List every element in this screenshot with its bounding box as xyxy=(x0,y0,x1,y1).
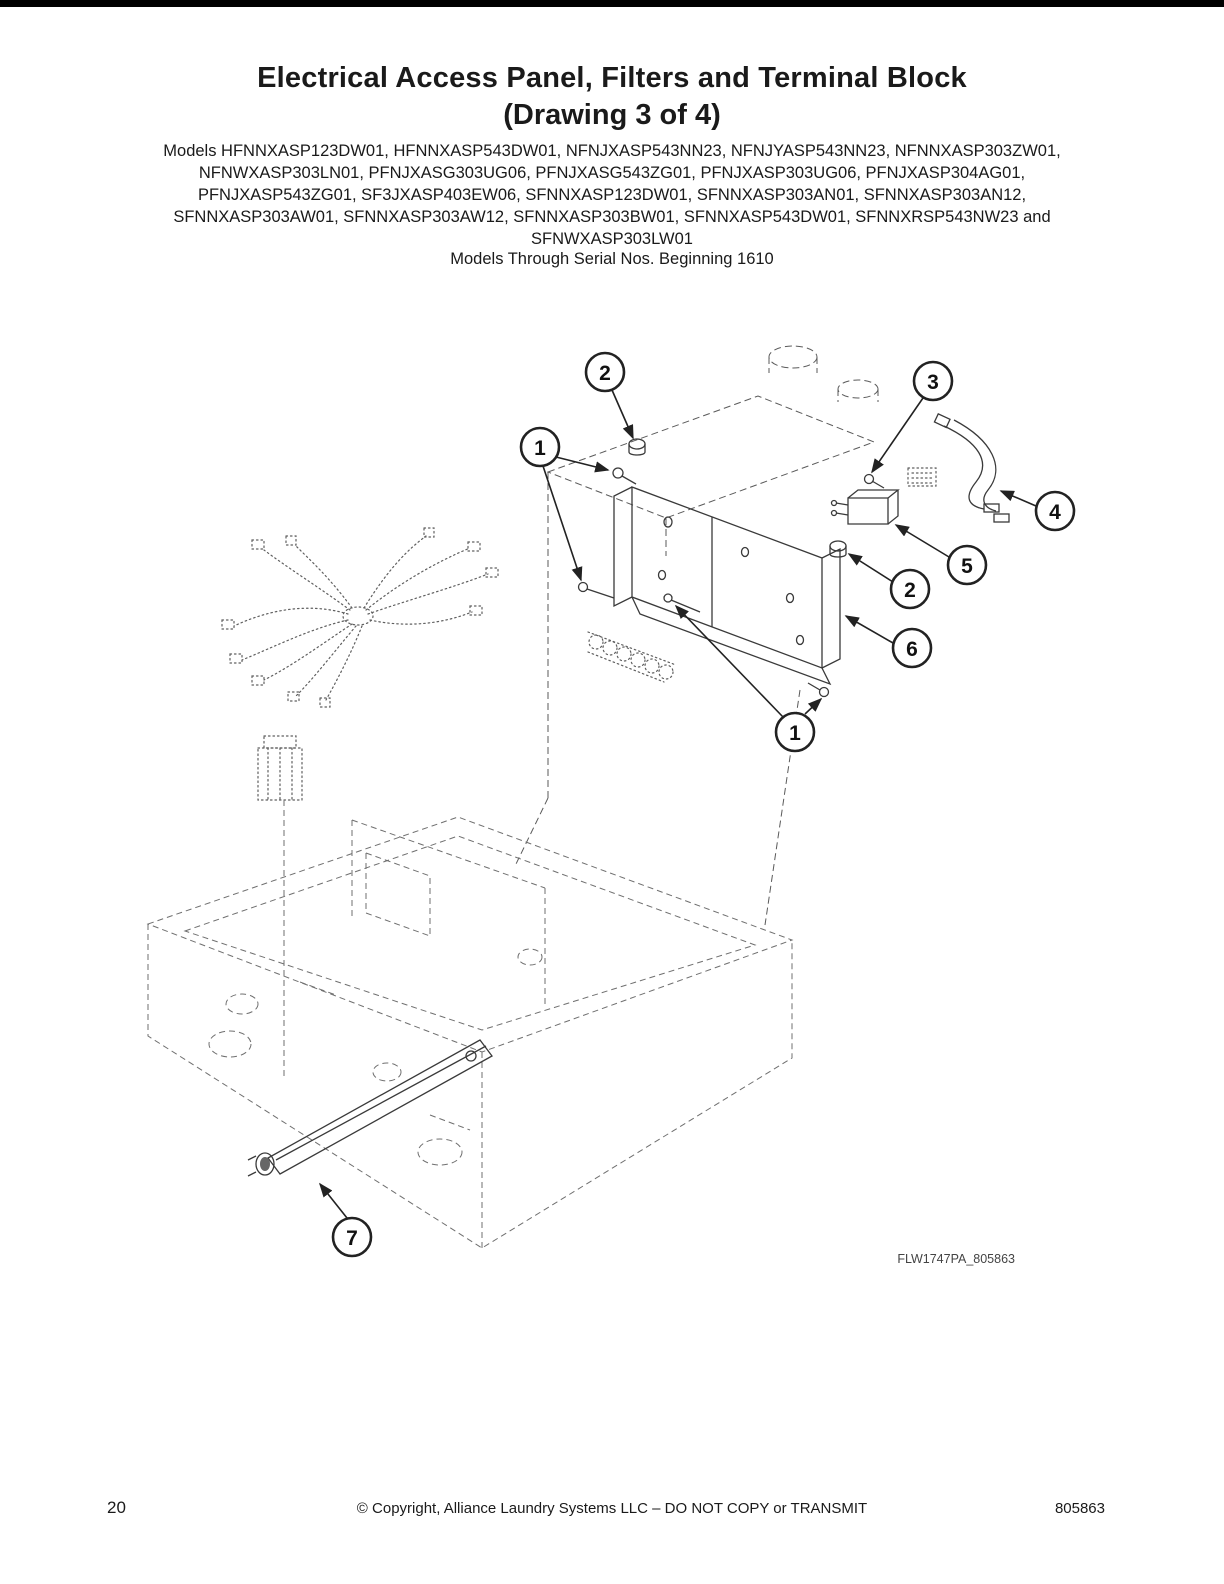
svg-text:2: 2 xyxy=(904,579,916,602)
ground-bar xyxy=(248,1040,492,1176)
model-list-line: SFNWXASP303LW01 xyxy=(530,230,693,248)
copyright-line: © Copyright, Alliance Laundry Systems LLC – DO NOT COPY or TRANSMIT xyxy=(356,1500,868,1517)
svg-text:3: 3 xyxy=(927,371,939,394)
svg-text:7: 7 xyxy=(346,1227,358,1250)
model-list-line: NFNWXASP303LN01, PFNJXASG303UG06, PFNJXASG543ZG01, PFNJXASP303UG06, PFNJXASP304AG01, xyxy=(198,164,1026,182)
page-number: 20 xyxy=(107,1498,126,1517)
figure-id-label: FLW1747PA_805863 xyxy=(897,1252,1015,1266)
model-list-line: SFNNXASP303AW01, SFNNXASP303AW12, SFNNXASP303BW01, SFNNXASP543DW01, SFNNXRSP543NW23 and xyxy=(173,208,1051,226)
callout-2-right xyxy=(891,570,929,608)
svg-text:5: 5 xyxy=(961,555,973,578)
page-subtitle: (Drawing 3 of 4) xyxy=(503,99,721,131)
document-number: 805863 xyxy=(1054,1500,1105,1517)
model-list-line: PFNJXASP543ZG01, SF3JXASP403EW06, SFNNXASP123DW01, SFNNXASP303AN01, SFNNXASP303AN12, xyxy=(197,186,1027,204)
contactor xyxy=(258,736,302,800)
svg-text:2: 2 xyxy=(599,362,611,385)
callout-1-left xyxy=(521,428,559,466)
model-list-line: Models HFNNXASP123DW01, HFNNXASP543DW01, NFNJXASP543NN23, NFNJYASP543NN23, NFNNXASP303ZW01, xyxy=(163,142,1061,160)
wire-harness xyxy=(222,528,498,707)
callout-3 xyxy=(914,362,952,400)
callout-2-top xyxy=(586,353,624,391)
terminal-block xyxy=(588,632,676,682)
svg-text:1: 1 xyxy=(789,722,801,745)
cabinet-outline xyxy=(148,817,792,1248)
connector-block xyxy=(908,468,936,486)
wire-leads xyxy=(934,414,1009,522)
callout-5 xyxy=(948,546,986,584)
callout-7 xyxy=(333,1218,371,1256)
svg-text:4: 4 xyxy=(1049,501,1061,524)
page-title: Electrical Access Panel, Filters and Terminal Block xyxy=(257,62,967,94)
emi-filter xyxy=(832,490,899,524)
svg-text:1: 1 xyxy=(534,437,546,460)
leader-lines xyxy=(320,390,1036,1218)
callout-1-bottom xyxy=(776,713,814,751)
fasteners xyxy=(579,439,885,697)
svg-text:6: 6 xyxy=(906,638,918,661)
callout-6 xyxy=(893,629,931,667)
callout-4 xyxy=(1036,492,1074,530)
serial-note: Models Through Serial Nos. Beginning 1610 xyxy=(450,250,774,268)
